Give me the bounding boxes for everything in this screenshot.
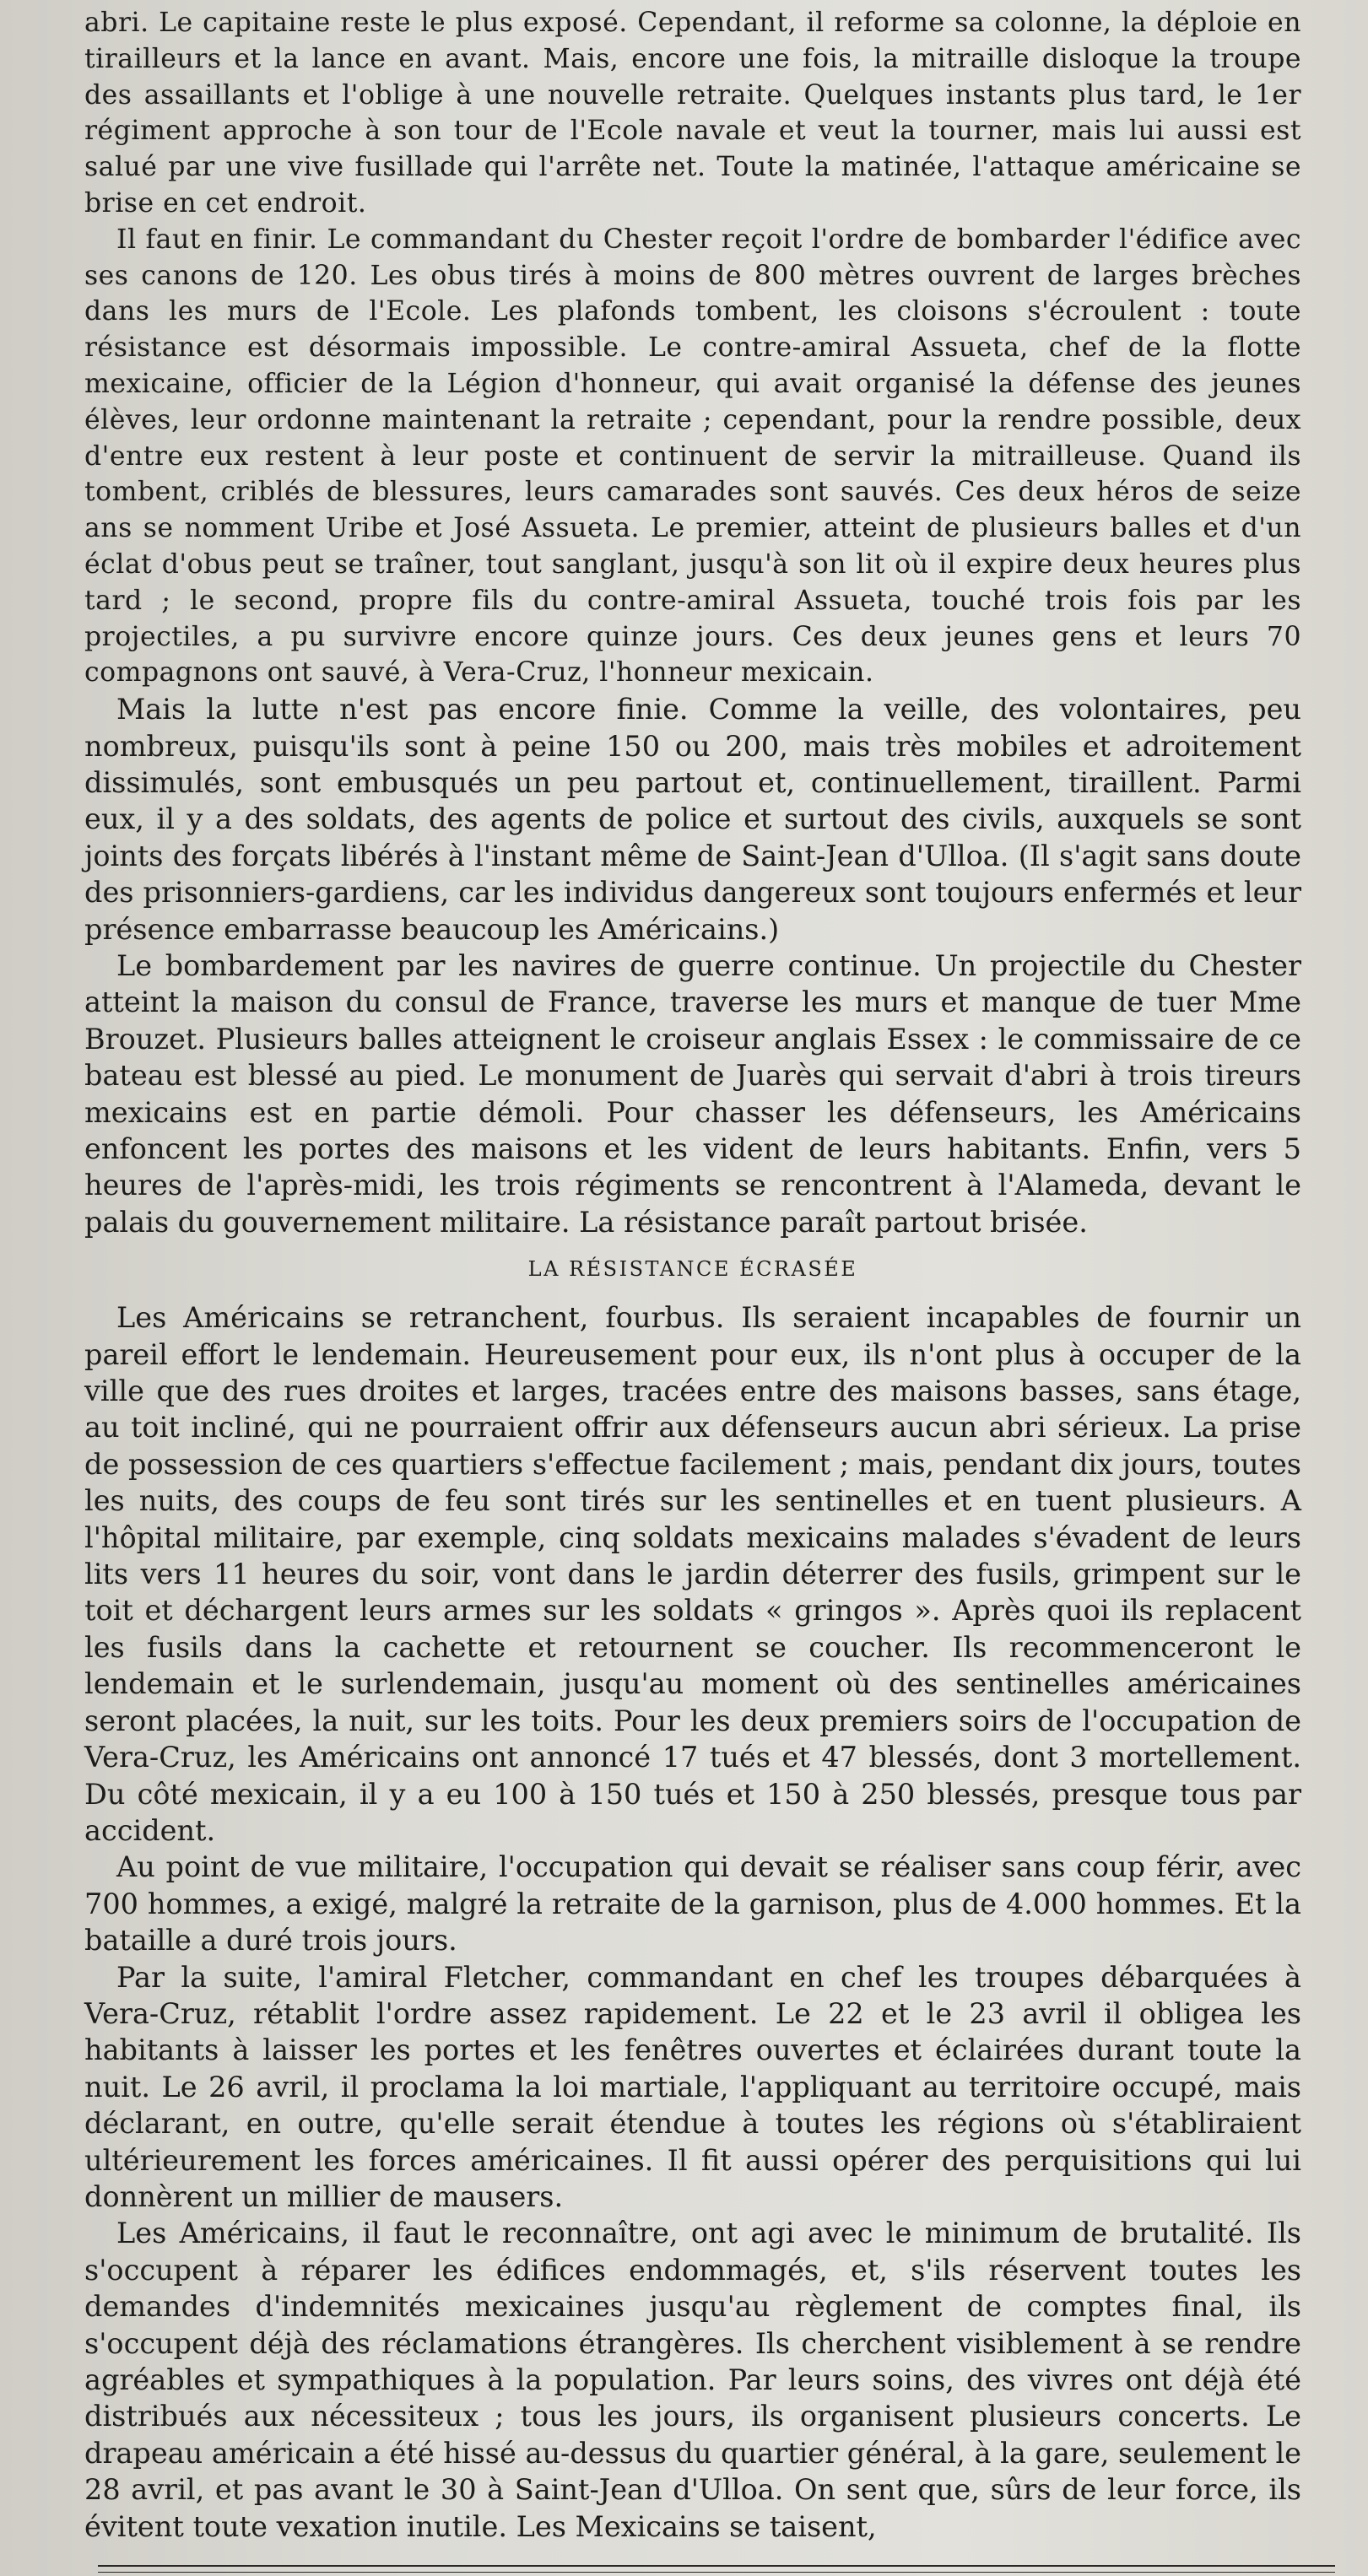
text-block-before <box>84 5 1301 691</box>
paragraph: Au point de vue militaire, l'occupation qui devait se réaliser sans coup férir, avec 700 hommes, a exigé, malgré la retraite de la garnison, plus de 4.000 hommes. Et la bataille a duré trois jours. <box>84 1850 1301 1958</box>
text-column <box>84 5 1301 2545</box>
section-heading: LA RÉSISTANCE ÉCRASÉE <box>527 1257 858 1282</box>
footer-rule <box>98 2565 1335 2573</box>
paragraph: Les Américains, il faut le reconnaître, ont agi avec le minimum de brutalité. Ils s'occupent à réparer les édifices endommagés, et, s'ils réservent toutes les demandes d'indemnités mexicaines jusqu'au règlement de comptes final, ils s'occupent déjà des réclamations étrangères. Ils cherchent visiblement à se rendre agréables et sympathiques à la population. Par leurs soins, des vivres ont déjà été distribués aux nécessiteux ; tous les jours, ils organisent plusieurs concerts. Le drapeau américain a été hissé au-dessus du quartier général, à la gare, seulement le 28 avril, et pas avant le 30 à Saint-Jean d'Ulloa. On sent que, sûrs de leur force, ils évitent toute vexation inutile. Les Mexicains se taisent, <box>84 2217 1301 2543</box>
paragraph: Il faut en finir. Le commandant du Chester reçoit l'ordre de bombarder l'édifice avec ses canons de 120. Les obus tirés à moins de 800 mètres ouvrent de larges brèches dans les murs de l'Ecole. Les plafonds tombent, les cloisons s'écroulent : toute résistance est désormais impossible. Le contre-amiral Assueta, chef de la flotte mexicaine, officier de la Légion d'honneur, qui avait organisé la défense des jeunes élèves, leur ordonne maintenant la retraite ; cependant, pour la rendre possible, deux d'entre eux restent à leur poste et continuent de servir la mitrailleuse. Quand ils tombent, criblés de blessures, leurs camarades sont sauvés. Ces deux héros de seize ans se nomment Uribe et José Assueta. Le premier, atteint de plusieurs balles et d'un éclat d'obus peut se traîner, tout sanglant, jusqu'à son lit où il expire deux heures plus tard ; le second, propre fils du contre-amiral Assueta, touché trois fois par les projectiles, a pu survivre encore quinze jours. Ces deux jeunes gens et leurs 70 compagnons ont sauvé, à Vera-Cruz, l'honneur mexicain. <box>84 224 1301 689</box>
paragraph: Mais la lutte n'est pas encore finie. Comme la veille, des volontaires, peu nombreux, puisqu'ils sont à peine 150 ou 200, mais très mobiles et adroitement dissimulés, sont embusqués un peu partout et, continuellement, tiraillent. Parmi eux, il y a des soldats, des agents de police et surtout des civils, auxquels se sont joints des forçats libérés à l'instant même de Saint-Jean d'Ulloa. (Il s'agit sans doute des prisonniers-gardiens, car les individus dangereux sont toujours enfermés et leur présence embarrasse beaucoup les Américains.) <box>84 693 1301 946</box>
paragraph: Par la suite, l'amiral Fletcher, commandant en chef les troupes débarquées à Vera-Cruz, rétablit l'ordre assez rapidement. Le 22 et le 23 avril il obligea les habitants à laisser les portes et les fenêtres ouvertes et éclairées durant toute la nuit. Le 26 avril, il proclama la loi martiale, l'appliquant au territoire occupé, mais déclarant, en outre, qu'elle serait étendue à toutes les régions où s'établiraient ultérieurement les forces américaines. Il fit aussi opérer des perquisitions qui lui donnèrent un millier de mausers. <box>84 1960 1301 2213</box>
paragraph: Le bombardement par les navires de guerre continue. Un projectile du Chester atteint la maison du consul de France, traverse les murs et manque de tuer Mme Brouzet. Plusieurs balles atteignent le croiseur anglais Essex : le commissaire de ce bateau est blessé au pied. Le monument de Juarès qui servait d'abri à trois tireurs mexicains est en partie démoli. Pour chasser les défenseurs, les Américains enfoncent les portes des maisons et les vident de leurs habitants. Enfin, vers 5 heures de l'après-midi, les trois régiments se rencontrent à l'Alameda, devant le palais du gouvernement militaire. La résistance paraît partout brisée. <box>84 948 1301 1239</box>
paragraph: Les Américains se retranchent, fourbus. Ils seraient incapables de fournir un pareil effort le lendemain. Heureusement pour eux, ils n'ont plus à occuper de la ville que des rues droites et larges, tracées entre des maisons basses, sans étage, au toit incliné, qui ne pourraient offrir aux défenseurs aucun abri sérieux. La prise de possession de ces quartiers s'effectue facilement ; mais, pendant dix jours, toutes les nuits, des coups de feu sont tirés sur les sentinelles et en tuent plusieurs. A l'hôpital militaire, par exemple, cinq soldats mexicains malades s'évadent de leurs lits vers 11 heures du soir, vont dans le jardin déterrer des fusils, grimpent sur le toit et déchargent leurs armes sur les soldats « gringos ». Après quoi ils replacent les fusils dans la cachette et retournent se coucher. Ils recommenceront le lendemain et le surlendemain, jusqu'au moment où des sentinelles américaines seront placées, la nuit, sur les toits. Pour les deux premiers soirs de l'occupation de Vera-Cruz, les Américains ont annoncé 17 tués et 47 blessés, dont 3 mortellement. Du côté mexicain, il y a eu 100 à 150 tués et 150 à 250 blessés, presque tous par accident. <box>84 1301 1301 1847</box>
paragraph: abri. Le capitaine reste le plus exposé. Cependant, il reforme sa colonne, la déploie en tirailleurs et la lance en avant. Mais, encore une fois, la mitraille disloque la troupe des assaillants et l'oblige à une nouvelle retraite. Quelques instants plus tard, le 1er régiment approche à son tour de l'Ecole navale et veut la tourner, mais lui aussi est salué par une vive fusillade qui l'arrête net. Toute la matinée, l'attaque américaine se brise en cet endroit. <box>84 8 1301 219</box>
